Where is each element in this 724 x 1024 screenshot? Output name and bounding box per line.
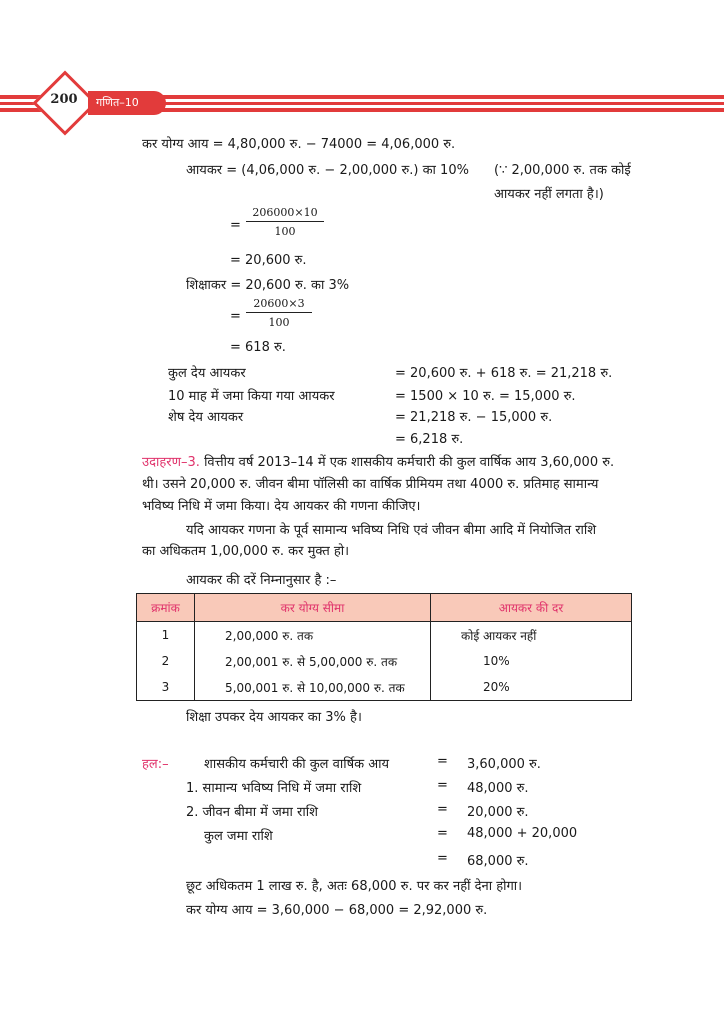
fraction-2 [246, 297, 312, 329]
example-line-2: थी। उसने 20,000 रु. जीवन बीमा पॉलिसी का वार्षिक प्रीमियम तथा 4000 रु. प्रतिमाह सामान्य [142, 477, 599, 492]
header-serial: क्रमांक [137, 594, 195, 622]
cess-note: शिक्षा उपकर देय आयकर का 3% है। [186, 710, 362, 725]
equals-sign-1: = [230, 218, 241, 233]
cell-limit: 2,00,001 रु. से 5,00,000 रु. तक [195, 648, 431, 674]
summary-value: = 6,218 रु. [395, 432, 464, 447]
table-header-row [137, 594, 632, 622]
taxable-income-line: कर योग्य आय = 4,80,000 रु. − 74000 = 4,06,000 रु. [142, 137, 456, 152]
rates-intro: आयकर की दरें निम्नानुसार है :– [186, 573, 337, 588]
cell-serial: 3 [137, 674, 195, 701]
table-row [137, 674, 632, 701]
header-taxable-limit: कर योग्य सीमा [195, 594, 431, 622]
summary-value: = 21,218 रु. − 15,000 रु. [395, 410, 553, 425]
example-line-4: यदि आयकर गणना के पूर्व सामान्य भविष्य निधि एवं जीवन बीमा आदि में नियोजित राशि [186, 523, 597, 538]
subject-tag: गणित–10 [88, 91, 166, 115]
cell-serial: 2 [137, 648, 195, 674]
tax-rates-table [136, 593, 632, 701]
solution-label: 1. सामान्य भविष्य निधि में जमा राशि [186, 781, 362, 796]
solution-tag: हल:– [142, 757, 169, 772]
solution-label: 2. जीवन बीमा में जमा राशि [186, 805, 318, 820]
solution-value: 48,000 + 20,000 [467, 826, 578, 841]
example-line-3: भविष्य निधि में जमा किया। देय आयकर की गणना कीजिए। [142, 499, 421, 514]
solution-equals: = [437, 778, 448, 793]
cess-result-line: = 618 रु. [230, 340, 286, 355]
equals-sign-2: = [230, 309, 241, 324]
solution-equals: = [437, 754, 448, 769]
solution-value: 68,000 रु. [467, 854, 529, 869]
cell-limit: 2,00,000 रु. तक [195, 622, 431, 649]
cell-rate: 10% [431, 648, 632, 674]
summary-value: = 20,600 रु. + 618 रु. = 21,218 रु. [395, 366, 613, 381]
summary-value: = 1500 × 10 रु. = 15,000 रु. [395, 389, 576, 404]
fraction-1 [246, 206, 324, 238]
header-tax-rate: आयकर की दर [431, 594, 632, 622]
tax-result-line: = 20,600 रु. [230, 253, 307, 268]
example-line-1 [142, 452, 614, 470]
page-number: 200 [50, 92, 78, 107]
table-row [137, 622, 632, 649]
exemption-line: छूट अधिकतम 1 लाख रु. है, अतः 68,000 रु. पर कर नहीं देना होगा। [186, 879, 523, 894]
cell-limit: 5,00,001 रु. से 10,00,000 रु. तक [195, 674, 431, 701]
summary-label: कुल देय आयकर [168, 366, 246, 381]
solution-value: 48,000 रु. [467, 781, 529, 796]
example-tag: उदाहरण–3. [142, 455, 200, 470]
cell-rate: 20% [431, 674, 632, 701]
example-text-1: वित्तीय वर्ष 2013–14 में एक शासकीय कर्मचारी की कुल वार्षिक आय 3,60,000 रु. [204, 455, 615, 470]
fraction-2-denominator: 100 [268, 316, 290, 329]
summary-label: 10 माह में जमा किया गया आयकर [168, 389, 335, 404]
fraction-1-denominator: 100 [274, 225, 296, 238]
solution-label: शासकीय कर्मचारी की कुल वार्षिक आय [204, 757, 390, 772]
example-line-5: का अधिकतम 1,00,000 रु. कर मुक्त हो। [142, 544, 350, 559]
solution-label: कुल जमा राशि [204, 829, 273, 844]
solution-equals: = [437, 851, 448, 866]
table-row [137, 648, 632, 674]
final-taxable-income-line: कर योग्य आय = 3,60,000 − 68,000 = 2,92,000 रु. [186, 903, 488, 918]
cell-rate: कोई आयकर नहीं [431, 622, 632, 649]
solution-equals: = [437, 826, 448, 841]
solution-equals: = [437, 802, 448, 817]
exemption-note-1: (∵ 2,00,000 रु. तक कोई [494, 163, 631, 178]
fraction-1-numerator: 206000×10 [246, 206, 324, 222]
summary-label: शेष देय आयकर [168, 410, 244, 425]
cell-serial: 1 [137, 622, 195, 649]
solution-value: 3,60,000 रु. [467, 757, 541, 772]
education-cess-line: शिक्षाकर = 20,600 रु. का 3% [186, 278, 350, 293]
solution-value: 20,000 रु. [467, 805, 529, 820]
fraction-2-numerator: 20600×3 [246, 297, 312, 313]
exemption-note-2: आयकर नहीं लगता है।) [494, 187, 604, 202]
income-tax-line: आयकर = (4,06,000 रु. − 2,00,000 रु.) का 10% [186, 163, 469, 178]
